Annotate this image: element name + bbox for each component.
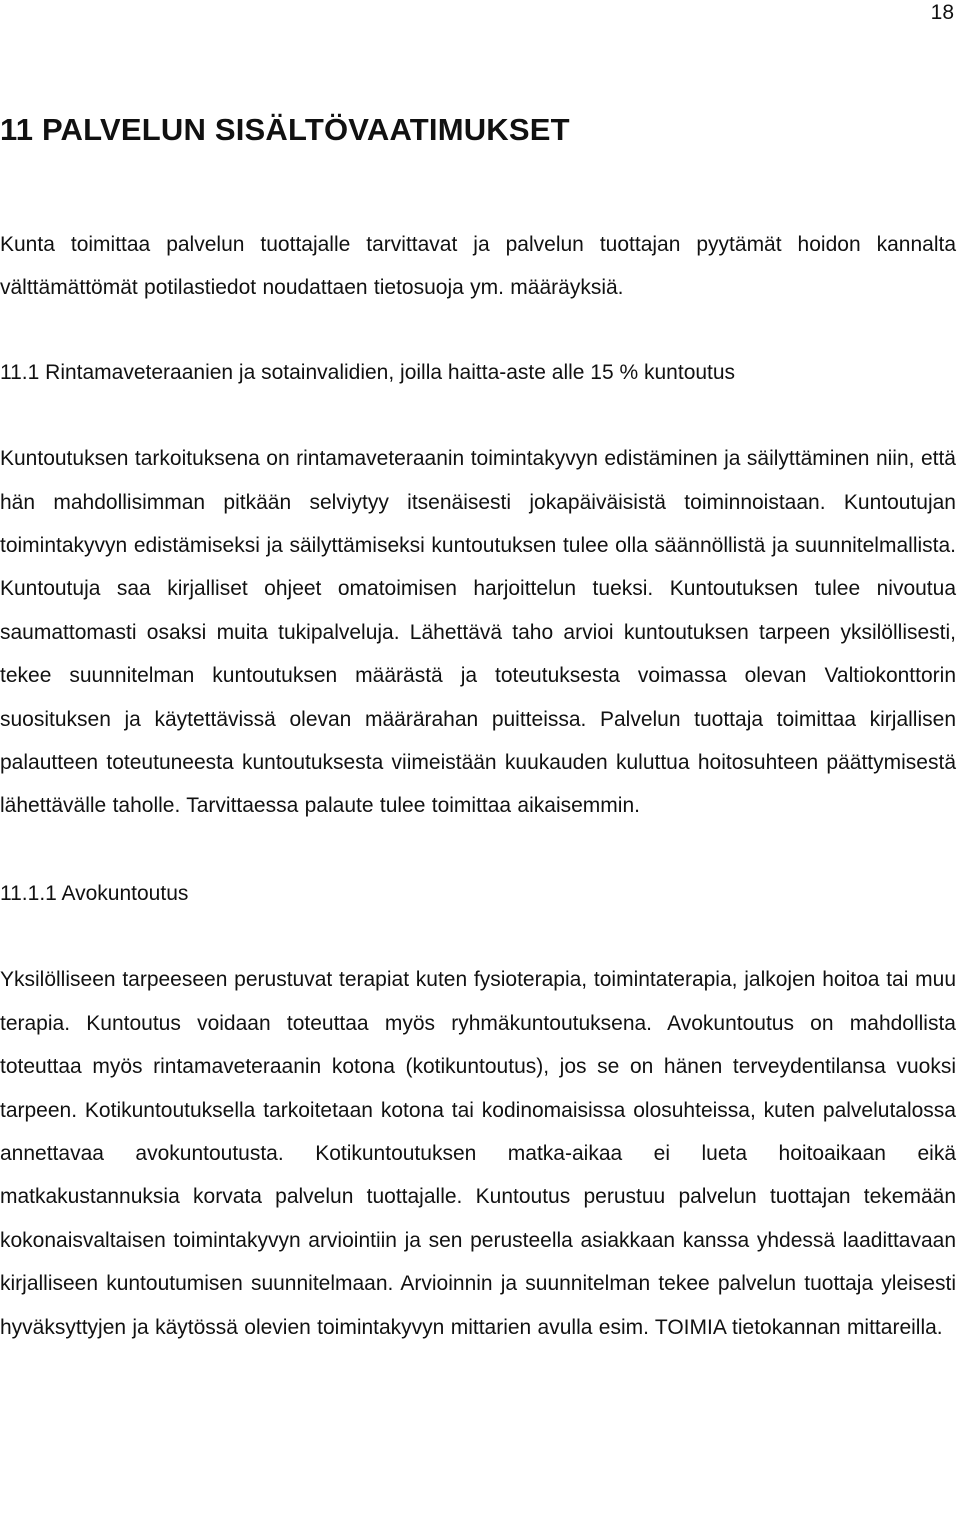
subsection-heading: 11.1.1 Avokuntoutus	[0, 881, 189, 905]
section-heading: 11.1 Rintamaveteraanien ja sotainvalidien, joilla haitta-aste alle 15 % kuntoutus	[0, 360, 736, 384]
subsection-paragraph: Yksilölliseen tarpeeseen perustuvat terapiat kuten fysioterapia, toimintaterapia, jalkojen hoitoa tai muu terapia. Kuntoutus voidaan toteuttaa myös ryhmäkuntoutuksena. Avokuntoutus on mahdollista toteuttaa myös rintamaveteraanin kotona (kotikuntoutus), jos se on hänen terveydentilansa vuoksi tarpeen. Kotikuntoutuksella tarkoitetaan kotona tai kodinomaisissa olosuhteissa, kuten palvelutalossa annettavaa avokuntoutusta. Kotikuntoutuksen matka-aikaa ei lueta hoitoaikaan eikä matkakustannuksia korvata palvelun tuottajalle. Kuntoutus perustuu palvelun tuottajan tekemään kokonaisvaltaisen toimintakyvyn arviointiin ja sen perusteella asiakkaan kanssa yhdessä laadittavaan kirjalliseen kuntoutumisen suunnitelmaan. Arvioinnin ja suunnitelman tekee palvelun tuottaja yleisesti hyväksyttyjen ja käytössä olevien toimintakyvyn mittarien avulla esim. TOIMIA tietokannan mittareilla.	[0, 968, 956, 1339]
page-number: 18	[930, 1, 954, 24]
section-paragraph: Kuntoutuksen tarkoituksena on rintamaveteraanin toimintakyvyn edistäminen ja säilyttäminen niin, että hän mahdollisimman pitkään selviytyy itsenäisesti jokapäiväisistä toiminnoistaan. Kuntoutujan toimintakyvyn edistämiseksi ja säilyttämiseksi kuntoutuksen tulee olla säännöllistä ja suunnitelmallista. Kuntoutuja saa kirjalliset ohjeet omatoimisen harjoittelun tueksi. Kuntoutuksen tulee nivoutua saumattomasti osaksi muita tukipalveluja. Lähettävä taho arvioi kuntoutuksen tarpeen yksilöllisesti, tekee suunnitelman kuntoutuksen määrästä ja toteutuksesta voimassa olevan Valtiokonttorin suosituksen ja käytettävissä olevan määrärahan puitteissa. Palvelun tuottaja toimittaa kirjallisen palautteen toteutuneesta kuntoutuksesta viimeistään kuukauden kuluttua hoitosuhteen päättymisestä lähettävälle taholle. Tarvittaessa palaute tulee toimittaa aikaisemmin.	[0, 447, 956, 818]
intro-paragraph: Kunta toimittaa palvelun tuottajalle tarvittavat ja palvelun tuottajan pyytämät hoidon kannalta välttämättömät potilastiedot noudattaen tietosuoja ym. määräyksiä.	[0, 233, 956, 300]
document-body	[0, 106, 956, 1349]
chapter-title: 11 PALVELUN SISÄLTÖVAATIMUKSET	[0, 112, 570, 147]
